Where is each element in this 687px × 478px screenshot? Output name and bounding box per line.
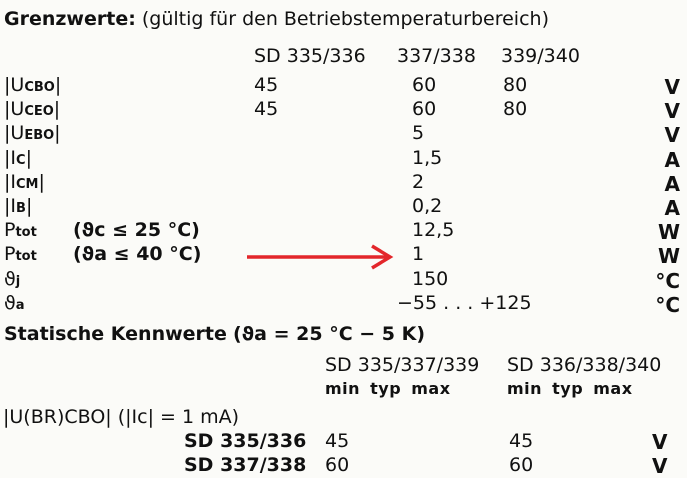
- symbol-bar: |: [53, 98, 61, 121]
- symbol-bar: |: [25, 195, 33, 217]
- symbol-bar: |: [25, 146, 32, 169]
- symbol-main: P: [4, 243, 16, 266]
- unit: V: [652, 454, 668, 478]
- unit: W: [657, 220, 680, 245]
- value-sd339-340: 80: [503, 74, 528, 96]
- symbol-subscript: tot: [15, 225, 37, 241]
- unit: A: [664, 171, 680, 196]
- value-sd337-338: 12,5: [412, 219, 455, 242]
- symbol-subscript: tot: [15, 249, 37, 265]
- value-sd337-338: 5: [412, 122, 425, 145]
- value-sd335-336: 45: [254, 98, 279, 121]
- unit: V: [652, 430, 668, 454]
- condition: (ϑa ≤ 40 °C): [73, 243, 202, 266]
- device-label: SD 337/338: [184, 454, 307, 476]
- symbol-subscript: B: [16, 201, 26, 216]
- symbol-subscript: CEO: [24, 104, 54, 120]
- static-condition: (ϑa = 25 °C − 5 K): [232, 323, 426, 345]
- unit: °C: [655, 268, 680, 293]
- unit: °C: [655, 292, 680, 317]
- group-header-b: SD 336/338/340: [507, 354, 662, 376]
- value-sd337-338: 150: [412, 267, 449, 290]
- symbol-subscript: EBO: [24, 128, 55, 144]
- symbol-subscript: a: [15, 297, 25, 313]
- unit: V: [664, 99, 680, 124]
- symbol-main: ϑ: [4, 291, 16, 314]
- symbol-main: |I: [4, 146, 17, 169]
- col-header-a: SD 335/336: [254, 45, 366, 67]
- condition: (ϑc ≤ 25 °C): [73, 219, 200, 242]
- value-sd337-338: 1,5: [412, 146, 443, 169]
- static-heading: [4, 325, 425, 344]
- col-header-c: 339/340: [501, 45, 580, 67]
- min-value-b: 45: [509, 430, 534, 452]
- symbol-subscript: j: [15, 273, 21, 289]
- unit: V: [664, 123, 680, 148]
- min-value-b: 60: [509, 454, 534, 476]
- unit: A: [664, 147, 680, 172]
- symbol-main: P: [4, 219, 16, 242]
- symbol-main: |U: [4, 122, 25, 145]
- value-sd337-338: 1: [412, 243, 425, 266]
- unit: W: [657, 244, 680, 269]
- unit: V: [664, 75, 680, 99]
- value-sd337-338: 60: [412, 74, 437, 96]
- symbol-main: |I: [4, 195, 17, 217]
- symbol-main: |I: [4, 170, 17, 193]
- min-value-a: 45: [325, 430, 350, 452]
- min-value-a: 60: [325, 454, 350, 476]
- symbol-subscript: CM: [16, 176, 39, 192]
- symbol-subscript: C: [16, 152, 26, 168]
- unit: A: [664, 196, 680, 220]
- limits-title: Grenzwerte:: [4, 8, 136, 30]
- min-typ-max-a: min typ max: [325, 379, 451, 398]
- value-sd337-338: −55 . . . +125: [397, 291, 532, 314]
- device-label: SD 335/336: [184, 430, 307, 452]
- group-header-a: SD 335/337/339: [325, 354, 480, 376]
- symbol-bar: |: [54, 74, 62, 96]
- static-title: Statische Kennwerte: [4, 323, 227, 345]
- value-sd335-336: 45: [254, 74, 279, 96]
- limits-subtitle: (gültig für den Betriebstemperaturbereich): [141, 8, 549, 30]
- symbol-main: |U: [4, 98, 25, 121]
- symbol-main: ϑ: [4, 267, 16, 290]
- min-typ-max-b: min typ max: [507, 379, 633, 398]
- symbol-main: |U: [4, 74, 25, 96]
- value-sd339-340: 80: [503, 98, 528, 121]
- col-header-b: 337/338: [397, 45, 476, 67]
- value-sd337-338: 2: [412, 170, 425, 193]
- value-sd337-338: 0,2: [412, 195, 443, 217]
- symbol-bar: |: [38, 170, 45, 193]
- symbol-bar: |: [54, 122, 61, 145]
- value-sd337-338: 60: [412, 98, 437, 121]
- symbol-subscript: CBO: [24, 80, 55, 95]
- parameter-ubrcbo: |U(BR)CBO| (|Ic| = 1 mA): [3, 406, 240, 428]
